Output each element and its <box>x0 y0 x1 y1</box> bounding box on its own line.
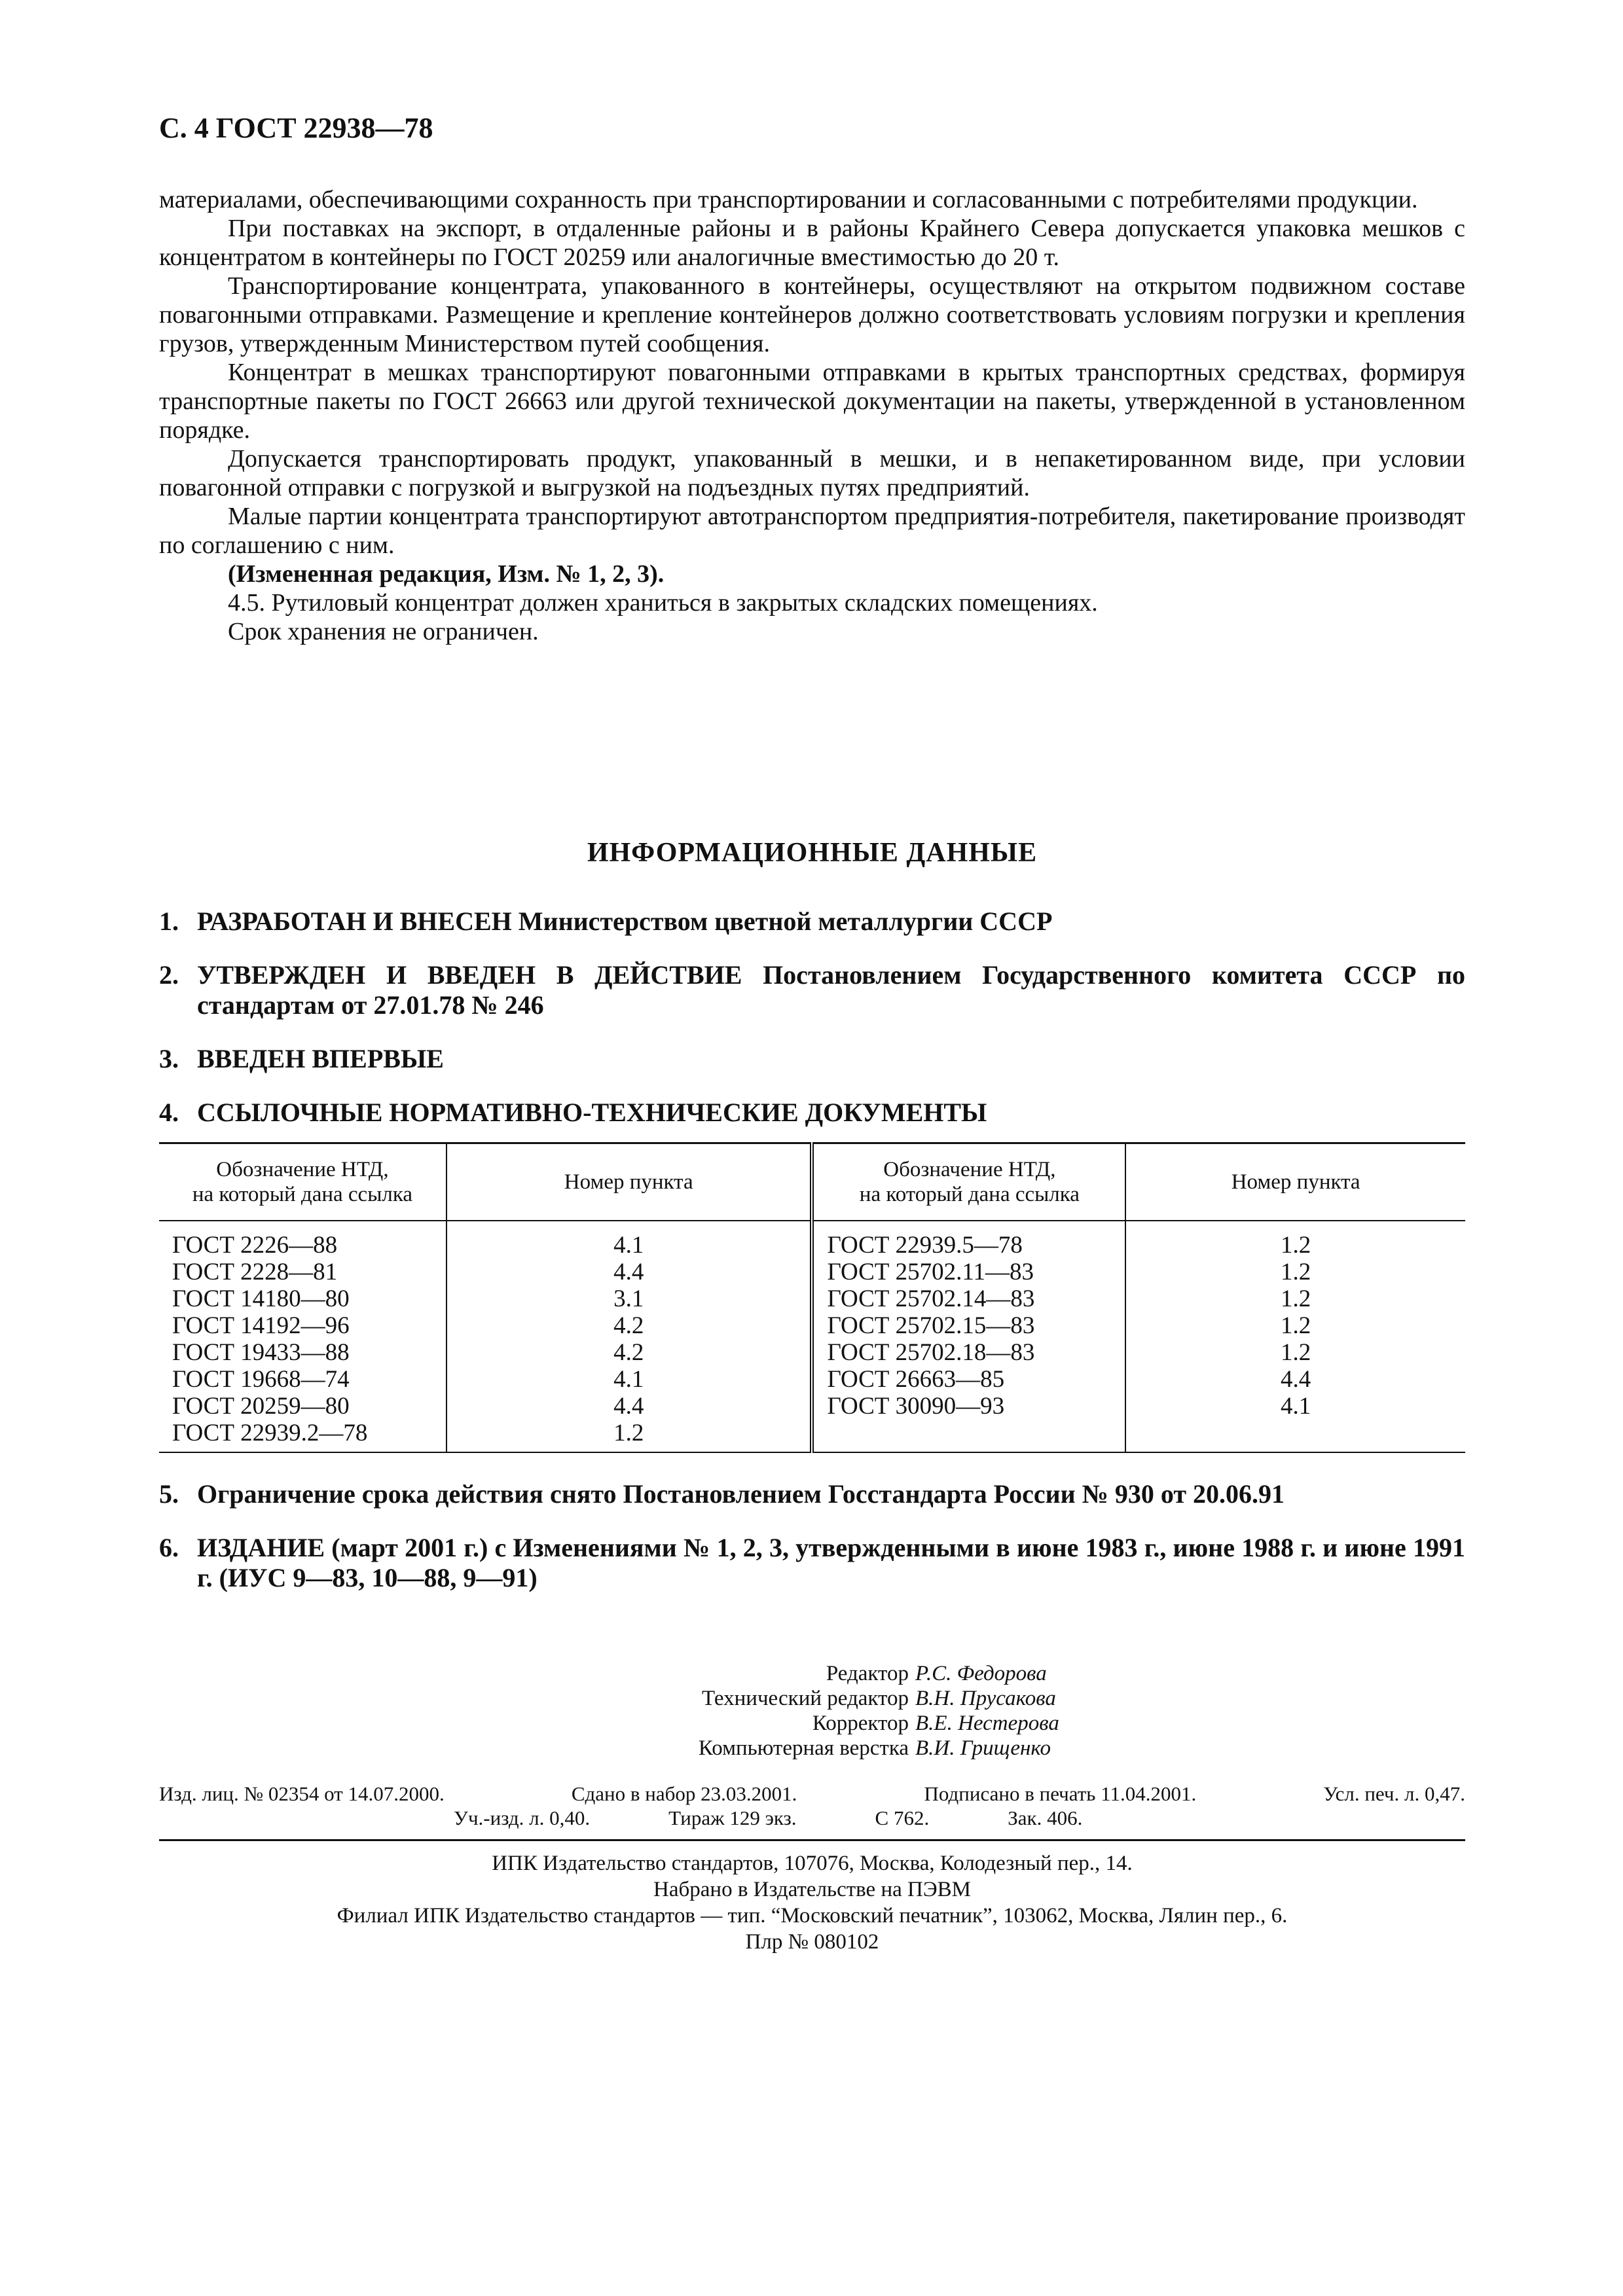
publisher-line: Филиал ИПК Издательство стандартов — тип. “Московский печатник”, 103062, Москва, Лялин пер., 6. <box>337 1904 1288 1928</box>
table-cell-points-right: 1.2 1.2 1.2 1.2 1.2 4.4 4.1 <box>1125 1221 1465 1452</box>
info-item-5 <box>159 1479 1465 1509</box>
publisher-info <box>159 1850 1465 1955</box>
item-number: 5. <box>159 1479 179 1509</box>
item-text: ВВЕДЕН ВПЕРВЫЕ <box>197 1044 444 1073</box>
divider <box>159 1839 1465 1841</box>
credit-row <box>159 1711 1465 1736</box>
info-item-6 <box>159 1533 1465 1593</box>
table-cell-points-left: 4.1 4.4 3.1 4.2 4.2 4.1 4.4 1.2 <box>447 1221 812 1452</box>
info-item-3 <box>159 1044 1465 1074</box>
credit-role: Корректор <box>812 1712 909 1735</box>
item-number: 2. <box>159 960 179 990</box>
body-text <box>159 185 1465 646</box>
publisher-sheets: Уч.-изд. л. 0,40. <box>454 1806 591 1829</box>
credit-row <box>159 1661 1465 1686</box>
item-number: 1. <box>159 906 179 936</box>
credits <box>159 1661 1465 1761</box>
amendment-note: (Измененная редакция, Изм. № 1, 2, 3). <box>228 560 665 588</box>
info-item-2 <box>159 960 1465 1020</box>
typeset-date: Сдано в набор 23.03.2001. <box>571 1782 797 1805</box>
item-number: 4. <box>159 1098 179 1127</box>
publisher-line: Плр № 080102 <box>745 1930 879 1954</box>
print-date: Подписано в печать 11.04.2001. <box>924 1782 1197 1805</box>
info-item-4 <box>159 1098 1465 1128</box>
item-text: ИЗДАНИЕ (март 2001 г.) с Изменениями № 1, 2, 3, утвержденными в июне 1983 г., июне 1988 г. и июне 1991 г. (ИУС 9—83, 10—88, 9—91) <box>197 1533 1465 1592</box>
item-number: 3. <box>159 1044 179 1073</box>
credit-row <box>159 1736 1465 1761</box>
info-title: ИНФОРМАЦИОННЫЕ ДАННЫЕ <box>587 838 1038 868</box>
credit-role: Редактор <box>826 1662 909 1685</box>
paragraph: Транспортирование концентрата, упакованного в контейнеры, осуществляют на открытом подвижном составе повагонными отправками. Размещение и крепление контейнеров должно соответствовать условиям погрузки и крепления грузов, утвержденным Министерством путей сообщения. <box>159 272 1465 357</box>
license-number: Изд. лиц. № 02354 от 14.07.2000. <box>159 1782 445 1805</box>
table-cell-codes-right: ГОСТ 22939.5—78 ГОСТ 25702.11—83 ГОСТ 25702.14—83 ГОСТ 25702.15—83 ГОСТ 25702.18—83 ГОСТ 26663—85 ГОСТ 30090—93 <box>812 1221 1125 1452</box>
table-cell-codes-left: ГОСТ 2226—88 ГОСТ 2228—81 ГОСТ 14180—80 ГОСТ 14192—96 ГОСТ 19433—88 ГОСТ 19668—74 ГОСТ 20259—80 ГОСТ 22939.2—78 <box>159 1221 447 1452</box>
credit-name: В.Н. Прусакова <box>915 1687 1056 1710</box>
credit-name: В.Е. Нестерова <box>915 1712 1059 1735</box>
print-run: Тираж 129 экз. <box>668 1806 797 1829</box>
item-text: ССЫЛОЧНЫЕ НОРМАТИВНО-ТЕХНИЧЕСКИЕ ДОКУМЕНТЫ <box>197 1098 987 1127</box>
col-header-code: Обозначение НТД, на который дана ссылка <box>812 1143 1125 1221</box>
page-header: С. 4 ГОСТ 22938—78 <box>159 112 433 144</box>
order-number: Зак. 406. <box>1008 1806 1083 1829</box>
paragraph: Малые партии концентрата транспортируют автотранспортом предприятия-потребителя, пакетирование производят по соглашению с ним. <box>159 503 1465 559</box>
credit-name: Р.С. Федорова <box>915 1662 1047 1685</box>
imprint-row <box>159 1782 1465 1806</box>
paragraph: Допускается транспортировать продукт, упакованный в мешки, и в непакетированном виде, при условии повагонной отправки с погрузкой и выгрузкой на подъездных путях предприятий. <box>159 445 1465 501</box>
paragraph: Срок хранения не ограничен. <box>228 618 539 645</box>
credit-name: В.И. Грищенко <box>915 1736 1051 1760</box>
item-text: Ограничение срока действия снято Постановлением Госстандарта России № 930 от 20.06.91 <box>197 1479 1285 1509</box>
reference-table <box>159 1142 1465 1453</box>
document-page <box>159 111 1465 1955</box>
col-header-code: Обозначение НТД, на который дана ссылка <box>159 1143 447 1221</box>
item-text: РАЗРАБОТАН И ВНЕСЕН Министерством цветной металлургии СССР <box>197 906 1053 936</box>
paragraph: материалами, обеспечивающими сохранность при транспортировании и согласованными с потребителями продукции. <box>159 186 1418 213</box>
paragraph: Концентрат в мешках транспортируют повагонными отправками в крытых транспортных средствах, формируя транспортные пакеты по ГОСТ 26663 или другой технической документации на пакеты, утвержденной в установленном порядке. <box>159 359 1465 444</box>
publisher-line: Набрано в Издательстве на ПЭВМ <box>653 1878 971 1901</box>
print-sheets: Усл. печ. л. 0,47. <box>1323 1782 1465 1805</box>
credit-role: Технический редактор <box>702 1687 909 1710</box>
credit-row <box>159 1686 1465 1711</box>
info-item-1 <box>159 906 1465 937</box>
item-number: 6. <box>159 1533 179 1562</box>
col-header-point: Номер пункта <box>447 1143 812 1221</box>
imprint <box>159 1782 1465 1830</box>
item-text: УТВЕРЖДЕН И ВВЕДЕН В ДЕЙСТВИЕ Постановлением Государственного комитета СССР по стандартам от 27.01.78 № 246 <box>197 960 1465 1020</box>
credit-role: Компьютерная верстка <box>698 1736 909 1760</box>
imprint-row <box>159 1806 1465 1830</box>
publisher-line: ИПК Издательство стандартов, 107076, Москва, Колодезный пер., 14. <box>492 1852 1133 1875</box>
catalog-number: С 762. <box>875 1806 930 1829</box>
paragraph: При поставках на экспорт, в отдаленные районы и в районы Крайнего Севера допускается упаковка мешков с концентратом в контейнеры по ГОСТ 20259 или аналогичные вместимостью до 20 т. <box>159 215 1465 271</box>
paragraph: 4.5. Рутиловый концентрат должен храниться в закрытых складских помещениях. <box>228 589 1098 617</box>
col-header-point: Номер пункта <box>1125 1143 1465 1221</box>
